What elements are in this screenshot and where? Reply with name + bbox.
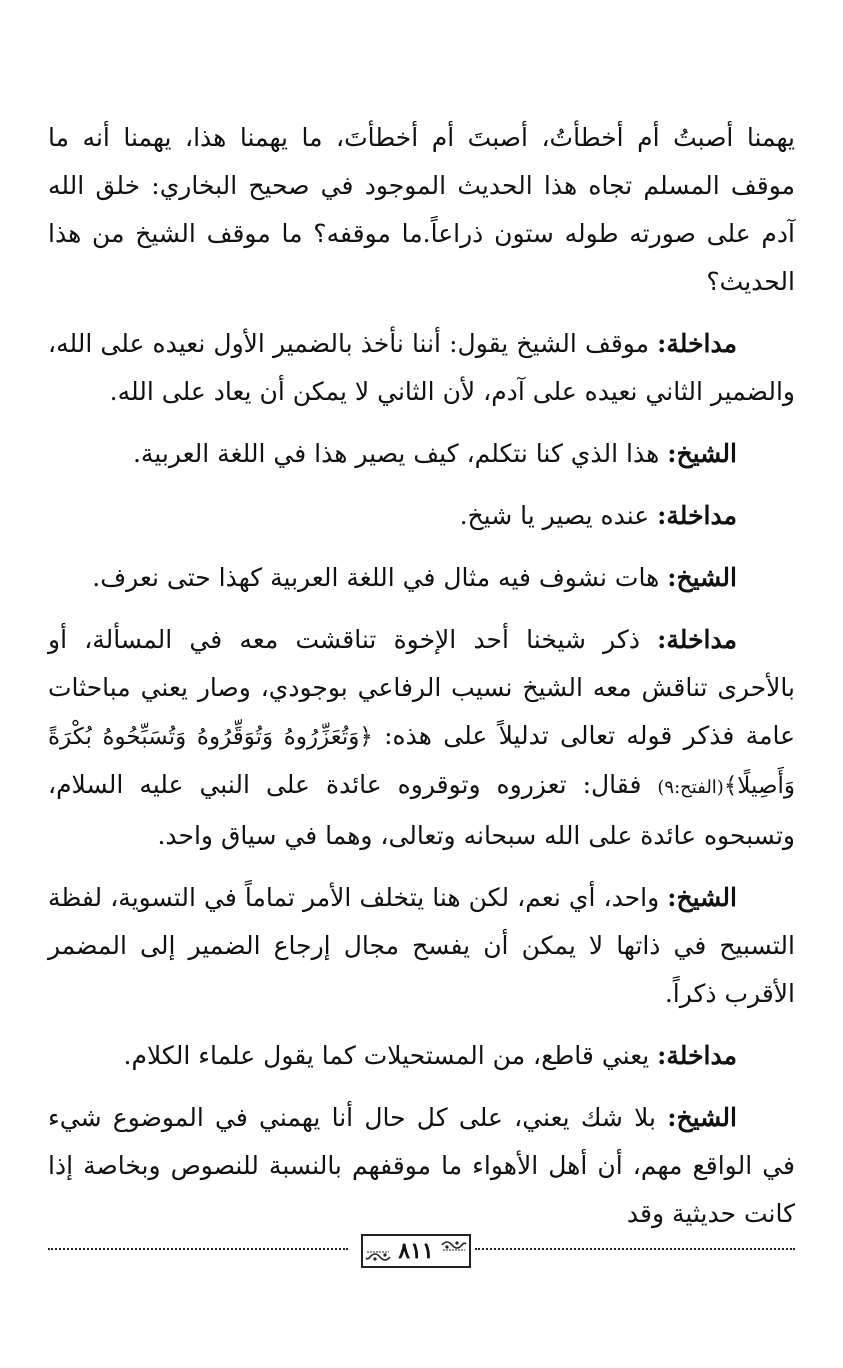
paragraph-text: يعني قاطع، من المستحيلات كما يقول علماء الكلام. — [123, 1041, 658, 1070]
paragraph-3 — [48, 430, 795, 478]
speaker-label: مداخلة: — [657, 625, 737, 654]
paragraph-text: بلا شك يعني، على كل حال أنا يهمني في الموضوع شيء في الواقع مهم، أن أهل الأهواء ما موقفهم بالنسبة للنصوص وبخاصة إذا كانت حديثية وقد — [48, 1103, 795, 1228]
paragraph-text: هات نشوف فيه مثال في اللغة العربية كهذا حتى نعرف. — [92, 563, 668, 592]
paragraph-text: ذكر شيخنا أحد الإخوة تناقشت معه في المسألة، أو بالأحرى تناقش معه الشيخ نسيب الرفاعي بوجودي، وصار يعني مباحثات عامة فذكر قوله تعالى تدليلاً على هذه: — [48, 625, 796, 750]
paragraph-2 — [48, 320, 795, 416]
paragraph-6 — [48, 616, 795, 860]
body-text — [48, 114, 795, 1252]
floral-ornament-icon — [441, 1238, 467, 1252]
paragraph-text: عنده يصير يا شيخ. — [459, 501, 658, 530]
speaker-label: مداخلة: — [657, 501, 737, 530]
footer-dotted-rule — [48, 1248, 348, 1250]
paragraph-7 — [48, 874, 795, 1018]
speaker-label: الشيخ: — [667, 1103, 737, 1132]
paragraph-9 — [48, 1094, 795, 1238]
speaker-label: الشيخ: — [667, 563, 737, 592]
paragraph-text: يهمنا أصبتُ أم أخطأتُ، أصبتَ أم أخطأتَ، ما يهمنا هذا، يهمنا أنه ما موقف المسلم تجاه هذا الحديث الموجود في صحيح البخاري: خلق الله آدم على صورته طوله ستون ذراعاً.ما موقفه؟ ما موقف الشيخ من هذا الحديث؟ — [48, 123, 795, 296]
paragraph-1 — [48, 114, 795, 306]
page-number-box — [361, 1234, 471, 1268]
footer-dotted-rule — [475, 1248, 795, 1250]
quran-verse: ﴿وَتُعَزِّرُوهُ وَتُوَقِّرُوهُ وَتُسَبِّحُوهُ بُكْرَةً وَأَصِيلًا﴾ — [48, 724, 795, 799]
speaker-label: الشيخ: — [667, 883, 737, 912]
paragraph-text: هذا الذي كنا نتكلم، كيف يصير هذا في اللغة العربية. — [132, 439, 668, 468]
paragraph-text: موقف الشيخ يقول: أننا نأخذ بالضمير الأول نعيده على الله، والضمير الثاني نعيده على آدم، لأن الثاني لا يمكن أن يعاد على الله. — [48, 329, 795, 406]
verse-reference: (الفتح:٩) — [657, 777, 724, 798]
paragraph-5 — [48, 554, 795, 602]
speaker-label: مداخلة: — [657, 1041, 737, 1070]
speaker-label: الشيخ: — [667, 439, 737, 468]
paragraph-4 — [48, 492, 795, 540]
page-footer — [48, 1234, 795, 1274]
floral-ornament-icon — [365, 1250, 391, 1264]
paragraph-8 — [48, 1032, 795, 1080]
paragraph-text: واحد، أي نعم، لكن هنا يتخلف الأمر تماماً في التسوية، لفظة التسبيح في ذاتها لا يمكن أن يفسح مجال إرجاع الضمير إلى المضمر الأقرب ذكراً. — [48, 883, 795, 1008]
speaker-label: مداخلة: — [657, 329, 737, 358]
page-number: ٨١١ — [398, 1238, 434, 1264]
paragraph-text: فقال: تعزروه وتوقروه عائدة على النبي عليه السلام، وتسبحوه عائدة على الله سبحانه وتعالى، وهما في سياق واحد. — [48, 770, 795, 850]
